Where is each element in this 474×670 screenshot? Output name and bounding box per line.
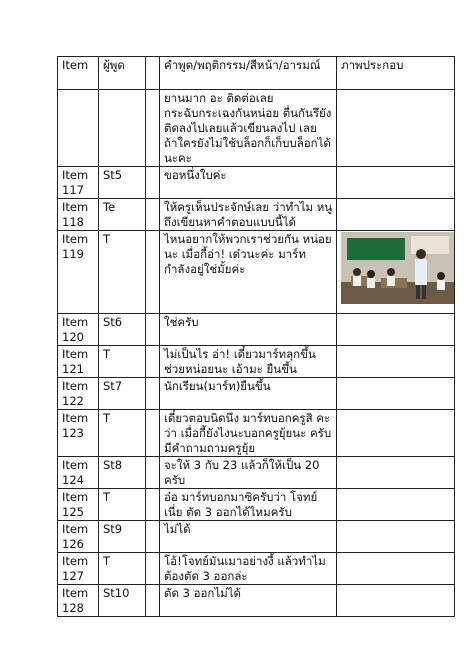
header-picture: ภาพประกอบ [337,57,455,90]
classroom-photo-icon [341,232,454,304]
row-picture [337,378,455,410]
row-item: Item 127 [58,553,99,585]
table-row [58,90,455,167]
table-row [58,410,455,457]
table-row [58,521,455,553]
row-text: เดี๋ยวตอบนิดนึง มาร์ทบอกครูสิ คะว่า เมื่อกี้ยังไงนะบอกครูยุ้ยนะ ครับ มีคำถามถามครูยุ้ย [160,410,337,457]
table-row [58,378,455,410]
row-picture [337,346,455,378]
row-item: Item 125 [58,489,99,521]
row-speaker: St5 [99,167,146,199]
row-text: ตัด 3 ออกไม่ได้ [160,585,337,617]
table-row [58,553,455,585]
row-text: ใช่ครับ [160,314,337,346]
row-item: Item 118 [58,199,99,231]
row-gap [146,314,160,346]
row-speaker: St9 [99,521,146,553]
header-speaker: ผู้พูด [99,57,146,90]
row-text: ให้ครูเห็นประจักษ์เลย ว่าทำไม หนูถึงเขียนหาคำตอบแบบนี้ได้ [160,199,337,231]
table-row [58,231,455,314]
row-speaker: T [99,231,146,314]
table-row [58,457,455,489]
row-speaker [99,90,146,167]
row-picture [337,585,455,617]
row-picture [337,457,455,489]
row-item: Item 122 [58,378,99,410]
row-gap [146,553,160,585]
row-picture [337,90,455,167]
row-gap [146,90,160,167]
row-text: นักเรียน(มาร์ท)ยืนขึ้น [160,378,337,410]
row-item: Item 121 [58,346,99,378]
row-text: ไหนอยากให้พวกเราช่วยกัน หน่อยนะ เมื่อกี้อ่า! เด๋วนะค่ะ มาร์ท กำลังอยู่ใช่มั้ยค่ะ [160,231,337,314]
row-text: จะให้ 3 กับ 23 แล้วก็ให้เป็น 20 ครับ [160,457,337,489]
row-gap [146,199,160,231]
header-row [58,57,455,90]
row-item: Item 124 [58,457,99,489]
row-gap [146,489,160,521]
row-item: Item 119 [58,231,99,314]
row-speaker: T [99,346,146,378]
table-row [58,585,455,617]
row-item: Item 117 [58,167,99,199]
table-row [58,314,455,346]
row-speaker: St6 [99,314,146,346]
row-picture [337,231,455,314]
row-speaker: Te [99,199,146,231]
header-speech: คำพูด/พฤติกรรม/สีหน้า/อารมณ์ [160,57,337,90]
header-gap [146,57,160,90]
row-text: ไม่เป็นไร อ่า! เดี๋ยวมาร์ทลุกขึ้น ช่วยหน่อยนะ เอ้ามะ ยืนขึ้น [160,346,337,378]
row-speaker: T [99,553,146,585]
row-speaker: St8 [99,457,146,489]
row-picture [337,314,455,346]
row-gap [146,231,160,314]
row-gap [146,410,160,457]
header-item: Item [58,57,99,90]
row-item [58,90,99,167]
row-text: อ๋อ มาร์ทบอกมาซิครับว่า โจทย์ เนี่ย ตัด 3 ออกได้ไหมครับ [160,489,337,521]
row-speaker: St10 [99,585,146,617]
row-item: Item 126 [58,521,99,553]
transcript-table [57,56,455,617]
table-row [58,489,455,521]
row-picture [337,167,455,199]
row-speaker: T [99,410,146,457]
table-row [58,346,455,378]
row-picture [337,489,455,521]
row-picture [337,199,455,231]
row-gap [146,346,160,378]
row-picture [337,410,455,457]
row-item: Item 120 [58,314,99,346]
row-picture [337,521,455,553]
row-item: Item 123 [58,410,99,457]
row-speaker: T [99,489,146,521]
row-gap [146,585,160,617]
row-picture [337,553,455,585]
table-row [58,199,455,231]
row-text: ยานมาก อะ ติดต่อเลย กระฉับกระเฉงกันหน่อย ตื่นกันรึยัง ติดลงไปเลยแล้วเขียนลงไป เลย ถ้าใครยังไม่ใช้บล็อกก็เก็บบล็อกได้นะคะ [160,90,337,167]
row-text: ขอหนึ่งใบค่ะ [160,167,337,199]
table-row [58,167,455,199]
row-text: โอ้!โจทย์มันเมาอย่างงี้ แล้วทำไม ต้องตัด 3 ออกล่ะ [160,553,337,585]
row-gap [146,167,160,199]
row-item: Item 128 [58,585,99,617]
row-gap [146,521,160,553]
row-speaker: St7 [99,378,146,410]
row-gap [146,457,160,489]
row-text: ไม่ได้ [160,521,337,553]
row-gap [146,378,160,410]
